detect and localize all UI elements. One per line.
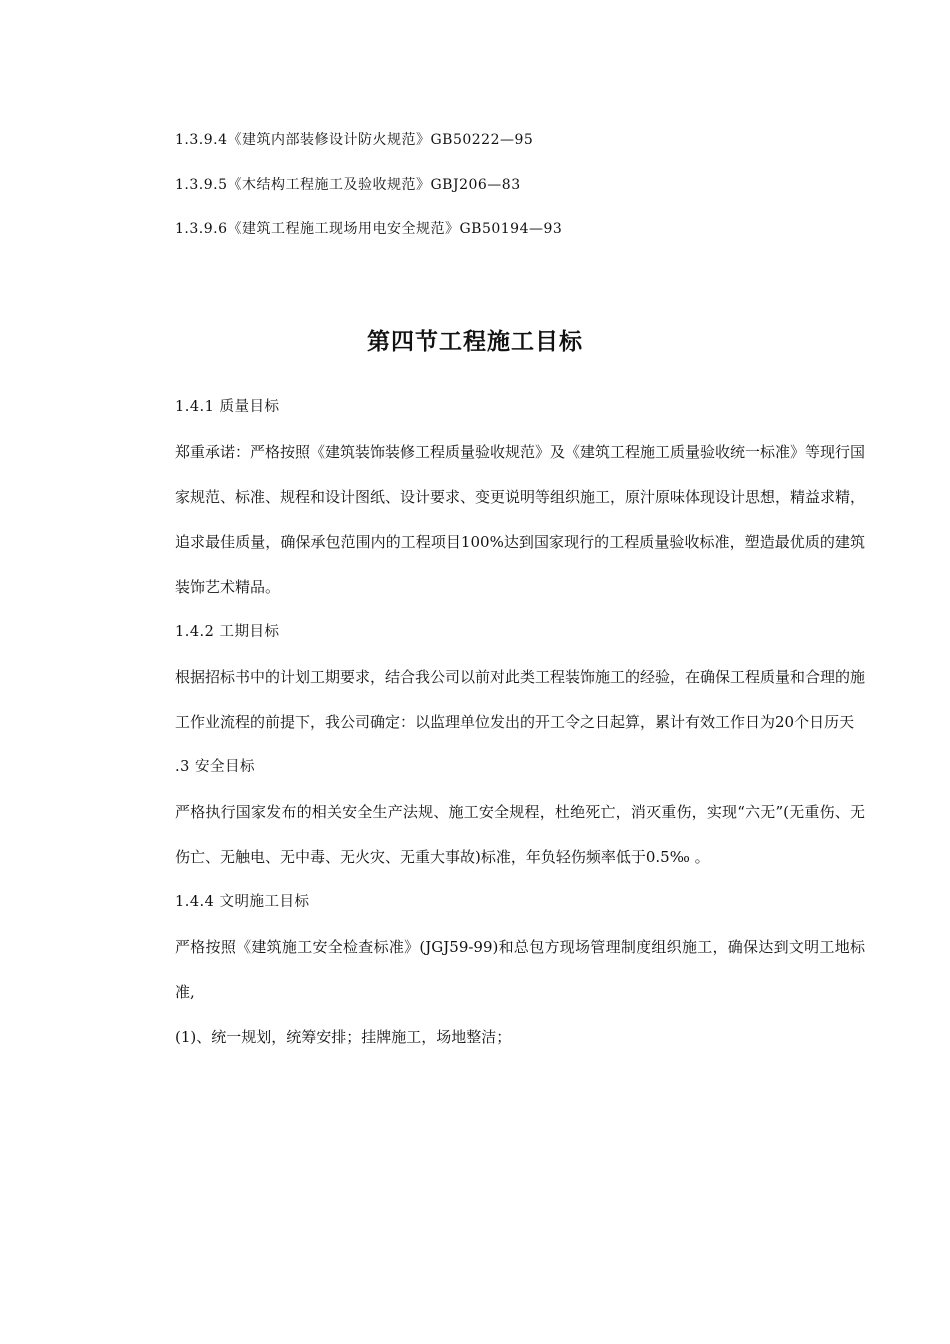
quality-paragraph: 郑重承诺：严格按照《建筑装饰装修工程质量验收规范》及《建筑工程施工质量验收统一标准》等现行国家规范、标准、规程和设计图纸、设计要求、变更说明等组织施工，原汁原味体现设计思想，精益求精，追求最佳质量，确保承包范围内的工程项目100%达到国家现行的工程质量验收标准，塑造最优质的建筑装饰艺术精品。: [175, 443, 866, 596]
section-content: [175, 385, 865, 1060]
schedule-heading: 1.4.2 工期目标: [175, 624, 280, 640]
quality-heading: 1.4.1 质量目标: [175, 399, 280, 415]
reference-line: 1.3.9.6《建筑工程施工现场用电安全规范》GB50194—93: [175, 221, 563, 237]
civilized-paragraph: 严格按照《建筑施工安全检查标准》(JGJ59-99)和总包方现场管理制度组织施工，确保达到文明工地标准,: [175, 938, 865, 1001]
safety-paragraph: 严格执行国家发布的相关安全生产法规、施工安全规程，杜绝死亡，消灭重伤，实现“六无”(无重伤、无伤亡、无触电、无中毒、无火灾、无重大事故)标准，年负轻伤频率低于0.5‰ 。: [175, 803, 865, 866]
safety-heading: .3 安全目标: [175, 759, 255, 775]
schedule-paragraph: 根据招标书中的计划工期要求，结合我公司以前对此类工程装饰施工的经验，在确保工程质量和合理的施工作业流程的前提下，我公司确定：以监理单位发出的开工令之日起算，累计有效工作日为20个日历天: [175, 668, 866, 731]
civilized-list-item: (1)、统一规划，统筹安排；挂牌施工，场地整洁；: [175, 1028, 512, 1046]
reference-line: 1.3.9.5《木结构工程施工及验收规范》GBJ206—83: [175, 177, 521, 193]
section-title: 第四节工程施工目标: [367, 329, 583, 355]
reference-line: 1.3.9.4《建筑内部装修设计防火规范》GB50222—95: [175, 132, 534, 148]
civilized-heading: 1.4.4 文明施工目标: [175, 894, 310, 910]
